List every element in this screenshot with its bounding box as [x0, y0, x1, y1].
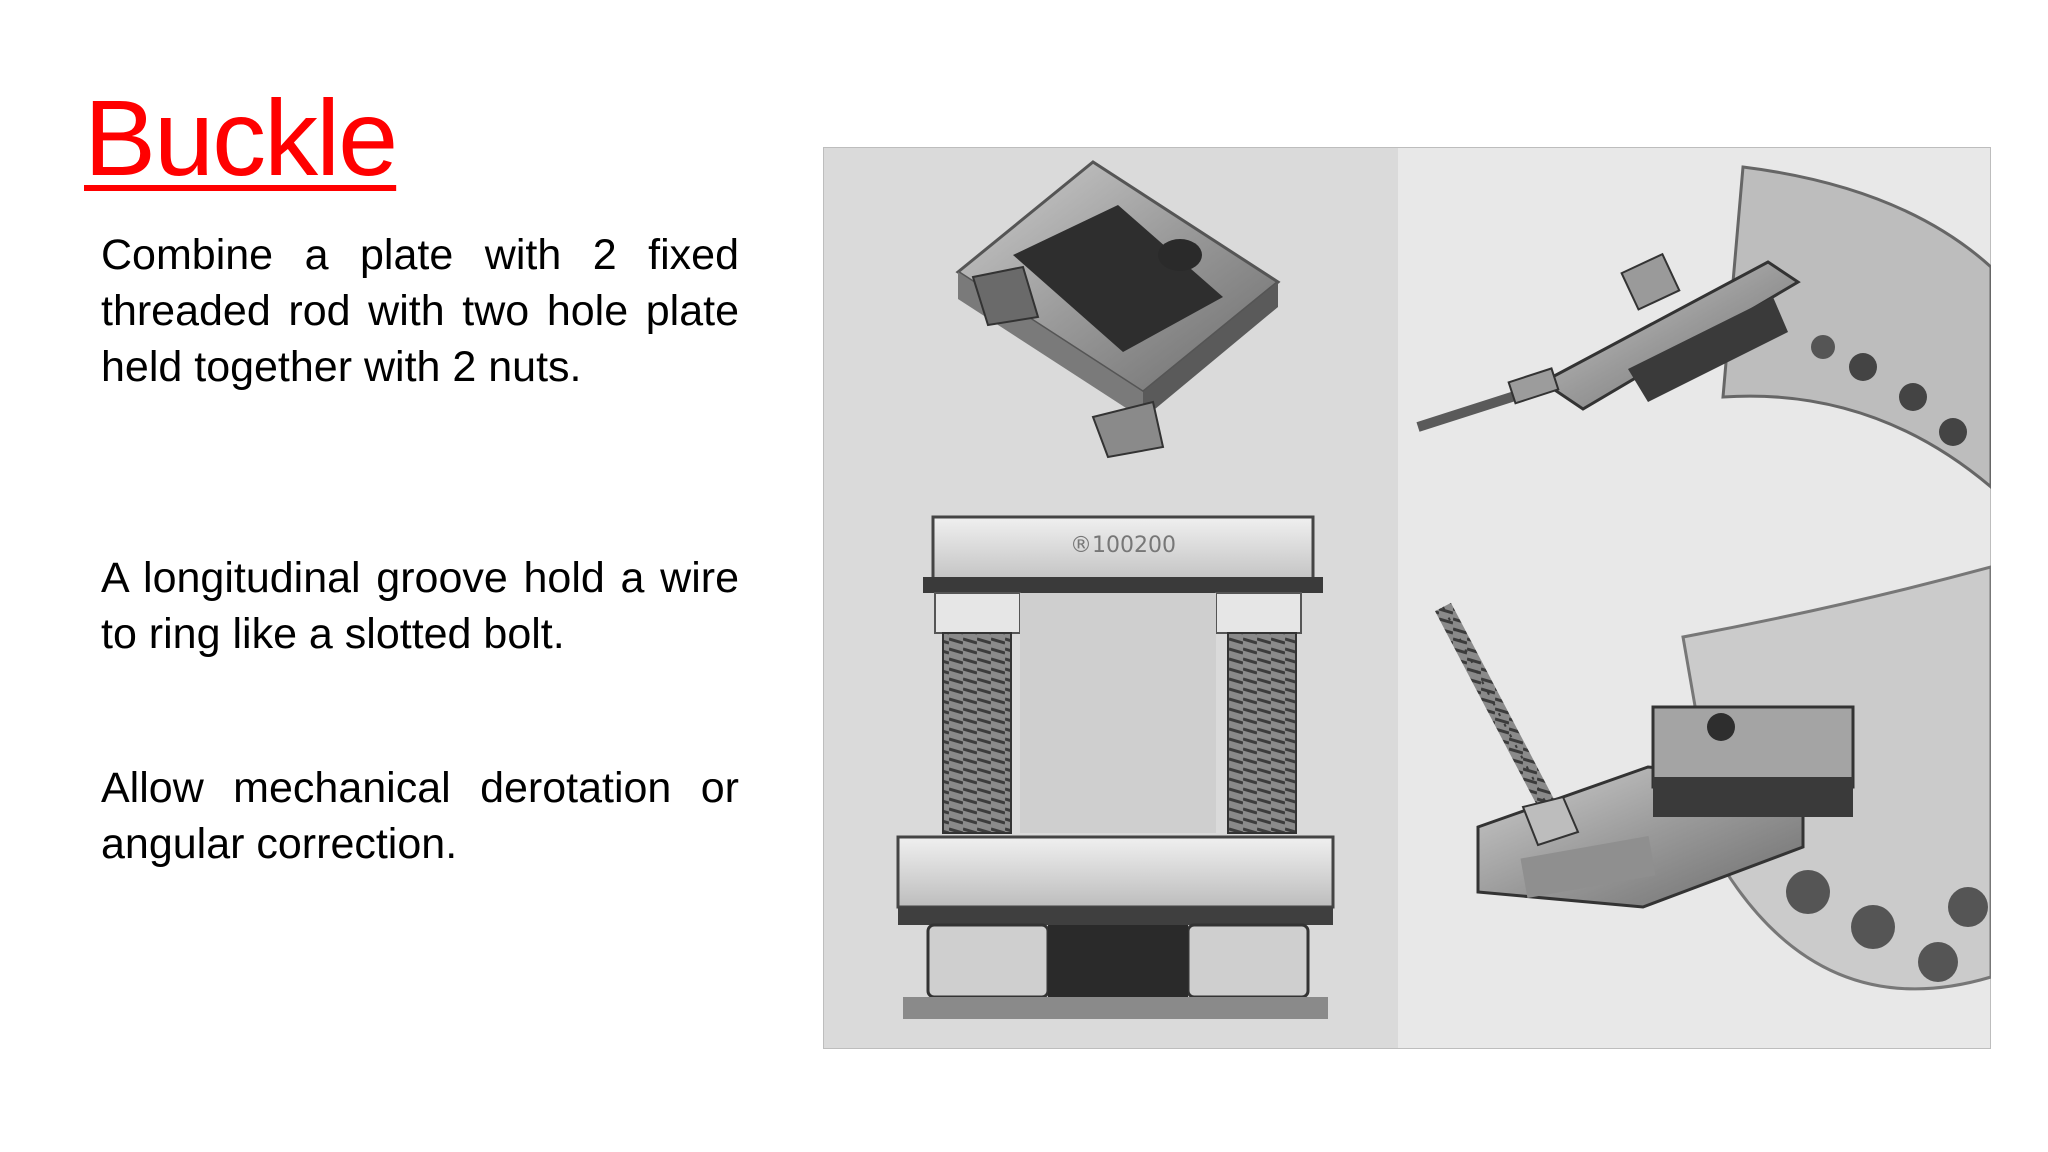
buckle-photo [823, 147, 1991, 1049]
engraving-label: ®100200 [1070, 533, 1176, 558]
paragraph-correction: Allow mechanical derotation or angular correction. [101, 764, 739, 868]
buckle-front-view [898, 517, 1333, 1019]
buckle-photo-illustration [823, 147, 1991, 1049]
paragraph-description: Combine a plate with 2 fixed threaded rod with two hole plate held together with 2 nuts. [101, 231, 739, 391]
slide-title: Buckle [84, 77, 397, 198]
paragraph-groove: A longitudinal groove hold a wire to ring like a slotted bolt. [101, 554, 739, 658]
